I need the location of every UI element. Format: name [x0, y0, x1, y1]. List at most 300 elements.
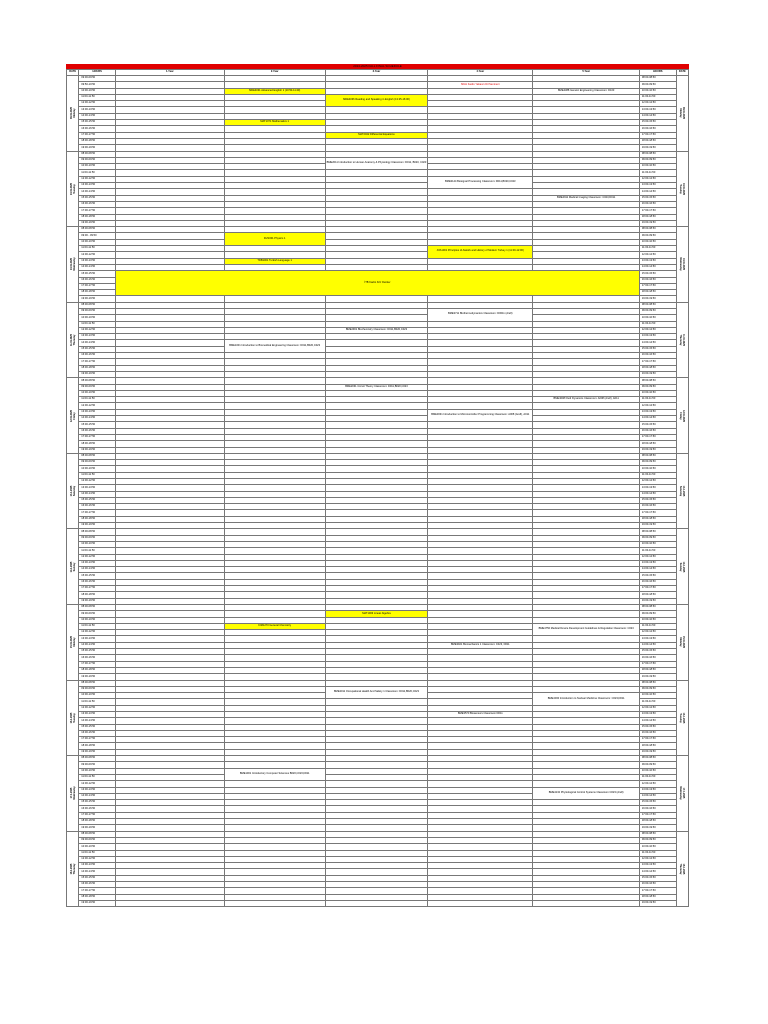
day-weekday: Monday [679, 108, 683, 118]
day-date-value: 11.01.2025 [69, 334, 73, 346]
hour-cell: 11:00-11:50 [79, 850, 116, 856]
hour-cell: 10:00-10:50 [79, 88, 116, 94]
hour-cell-right: 16:00-16:50 [639, 277, 676, 283]
exam-cell: BME1001 Introduction to Biomedical Engineering Classroom: D011,B020,C023 [224, 340, 325, 353]
hour-cell: 10:00-10:50 [79, 315, 116, 321]
hour-cell: 17:00-17:50 [79, 283, 116, 289]
header-year-2: 2.Year [224, 70, 325, 76]
header-hours-right: HOURS [639, 70, 676, 76]
hour-cell: 13:00-13:50 [79, 334, 116, 340]
hour-cell-right: 15:00-15:50 [639, 120, 676, 126]
empty-cell [428, 900, 533, 906]
hour-cell: 08:00-08:50 [79, 831, 116, 837]
day-date-value: 10.01.2025 [682, 182, 686, 195]
hour-cell: 10:00-10:50 [79, 844, 116, 850]
hour-cell-right: 14:00-14:50 [639, 567, 676, 573]
hour-cell-right: 08:00-08:50 [639, 756, 676, 762]
hour-cell: 19:00-19:50 [79, 371, 116, 377]
hour-cell: 19:00-19:50 [79, 825, 116, 831]
hour-cell: 12:00-12:50 [79, 781, 116, 787]
hour-cell-right: 18:00-18:50 [639, 516, 676, 522]
hour-cell: 15:00-15:50 [79, 195, 116, 201]
hour-cell: 19:00-19:50 [79, 145, 116, 151]
hour-cell-right: 12:00-12:50 [639, 630, 676, 636]
day-date-value: 09.01.2025 [682, 107, 686, 120]
hour-cell-right: 14:00-14:50 [639, 113, 676, 119]
day-date-value: 10.01.2025 [69, 258, 73, 271]
hour-cell: 16:00-16:50 [79, 353, 116, 359]
hour-cell: 15:00-15:50 [79, 120, 116, 126]
hour-cell-right: 11:00-11:50 [639, 623, 676, 629]
hour-cell: 08:00-08:50 [79, 756, 116, 762]
day-date-right [676, 227, 688, 303]
hour-cell: 13:00-13:50 [79, 636, 116, 642]
hour-cell-right: 15:00-15:50 [639, 875, 676, 881]
hour-cell-right: 15:00-15:50 [639, 346, 676, 352]
hour-cell-right: 08:00-08:50 [639, 831, 676, 837]
hour-cell: 12:00-12:50 [79, 479, 116, 485]
hour-cell-right: 12:00-12:50 [639, 705, 676, 711]
exam-cell: BME4750 Medical Device Development Guidelines & Regulation Classroom: C023 [533, 623, 639, 636]
hour-cell-right: 08:00-08:50 [639, 151, 676, 157]
day-weekday: Thursday [72, 334, 76, 346]
hour-cell: 13:00-13:50 [79, 485, 116, 491]
hour-cell-right: 18:00-18:50 [639, 214, 676, 220]
hour-cell-right: 17:00-17:50 [639, 208, 676, 214]
hour-cell-right: 12:00-12:50 [639, 781, 676, 787]
hour-cell-right: 18:00-18:50 [639, 290, 676, 296]
day-date-value: 12.01.2025 [682, 409, 686, 422]
hour-cell-right: 15:00-15:50 [639, 800, 676, 806]
hour-cell: 18:00-18:50 [79, 290, 116, 296]
hour-cell-right: 10:00-10:50 [639, 466, 676, 472]
hour-cell: 17:00-17:50 [79, 737, 116, 743]
hour-cell-right: 14:00-14:50 [639, 642, 676, 648]
hour-cell: 18:00-18:50 [79, 214, 116, 220]
exam-cell: BME4388 Genetic Engineering Classroom: D103 [533, 88, 639, 94]
day-date-value: 10.01.2025 [682, 258, 686, 271]
exam-cell: FIZ1001 Physics 1 [224, 233, 325, 246]
hour-cell-right: 17:00-17:50 [639, 359, 676, 365]
empty-cell [533, 900, 639, 906]
hour-cell: 14:00-14:50 [79, 642, 116, 648]
hour-cell: 09:00-09:50 [79, 76, 116, 82]
hour-cell-right: 16:00-16:50 [639, 504, 676, 510]
day-date-value: 15.01.2025 [682, 636, 686, 649]
hour-cell-right: 08:00-08:50 [639, 680, 676, 686]
hour-cell: 17:00-17:50 [79, 510, 116, 516]
hour-cell-right: 17:00-17:50 [639, 737, 676, 743]
hour-cell: 17:00-17:50 [79, 359, 116, 365]
hour-cell-right: 18:00-18:50 [639, 667, 676, 673]
hour-cell-right: 11:00-11:50 [639, 548, 676, 554]
hour-cell-right: 17:00-17:50 [639, 132, 676, 138]
hour-cell: 08:00-08:50 [79, 680, 116, 686]
hour-cell: 14:00-14:50 [79, 491, 116, 497]
day-date-left [67, 151, 79, 227]
hour-cell: 08:00-08:50 [79, 604, 116, 610]
hour-cell-right: 18:00-18:50 [639, 894, 676, 900]
exam-cell: BME3031 Introduction to Microcontroller Programming Classroom: A008 (Arefl), A011 [428, 409, 533, 422]
day-date-value: 18.1.2025 [69, 863, 73, 875]
hour-cell: 17:00-17:50 [79, 661, 116, 667]
hour-cell-right: 16:00-16:50 [639, 655, 676, 661]
hour-cell-right: 18:00-18:50 [639, 819, 676, 825]
hour-cell: 15:00-15:50 [79, 497, 116, 503]
empty-cell [224, 900, 325, 906]
hour-cell: 15:00-15:50 [79, 271, 116, 277]
hour-cell: 17:00-17:50 [79, 888, 116, 894]
hour-cell: 19:00-19:50 [79, 674, 116, 680]
day-weekday: Monday [72, 108, 76, 118]
exam-cell: TDB1001 Turkish Language 1 [224, 258, 325, 264]
header-year-1: 1.Year [116, 70, 224, 76]
hour-cell-right: 19:00-19:50 [639, 523, 676, 529]
hour-cell-right: 12:00-12:50 [639, 856, 676, 862]
hour-cell-right: 18:00-18:50 [639, 441, 676, 447]
exam-cell: MAT1003 Linear Algebra [325, 611, 427, 617]
header-hours: HOURS [79, 70, 116, 76]
day-weekday: Thursday [72, 863, 76, 875]
hour-cell: 14:00-14:50 [79, 567, 116, 573]
hour-cell: 10:00-10:50 [79, 164, 116, 170]
hour-cell: 12:00-12:50 [79, 705, 116, 711]
hour-cell: 15:00-15:50 [79, 724, 116, 730]
hour-cell-right: 09:00-09:50 [639, 82, 676, 88]
exam-cell: MDE4031 Advanced English 1 (10:50-11:40) [224, 88, 325, 94]
hour-cell-right: 10:00-10:50 [639, 88, 676, 94]
hour-cell: 11:00-11:50 [79, 623, 116, 629]
hour-cell: 16:00-16:50 [79, 428, 116, 434]
hour-cell-right: 08:00-08:50 [639, 604, 676, 610]
hour-cell-right: 15:00-15:50 [639, 422, 676, 428]
hour-cell-right: 19:00-19:50 [639, 447, 676, 453]
exam-cell: BME3570 Biosensors Classroom:D011 [428, 711, 533, 717]
day-date-value: 11.01.2025 [682, 334, 686, 346]
hour-cell: 08:00-08:50 [79, 529, 116, 535]
hour-cell-right: 18:00-18:50 [639, 592, 676, 598]
empty-cell [116, 900, 224, 906]
hour-cell: 17:00-17:50 [79, 586, 116, 592]
hour-cell-right: 08:00-08:50 [639, 378, 676, 384]
hour-cell-right: 09:00-09:50 [639, 611, 676, 617]
hour-cell-right: 17:00-17:50 [639, 888, 676, 894]
day-weekday: Wednesday [679, 257, 683, 272]
schedule-title: 2024-2025 FALL FINAL SCHEDULE [66, 64, 689, 69]
header-year-3: 3.Year [325, 70, 427, 76]
day-weekday: Wednesday [72, 786, 76, 800]
hour-cell: 18:00-18:50 [79, 365, 116, 371]
hour-cell-right: 09:00-09:50 [639, 686, 676, 692]
hour-cell-right: 11:00-11:50 [639, 246, 676, 252]
hour-cell: 16:00-16:50 [79, 730, 116, 736]
day-weekday: Tuesday [679, 184, 683, 194]
day-weekday: Tuesday [72, 713, 76, 723]
hour-cell-right: 08:00-08:50 [639, 76, 676, 82]
exam-cell: KIM1270 General Chemistry [224, 623, 325, 629]
hour-cell: 16:00-16:50 [79, 504, 116, 510]
hour-cell: 11:00-11:50 [79, 472, 116, 478]
hour-cell: 11:00-11:50 [79, 94, 116, 100]
hour-cell-right: 13:00-13:50 [639, 409, 676, 415]
hour-cell-right: 12:00-12:50 [639, 479, 676, 485]
hour-cell: 11:00-11:50 [79, 246, 116, 252]
hour-cell-right: 14:00-14:50 [639, 869, 676, 875]
hour-cell-right: 13:00-13:50 [639, 334, 676, 340]
day-weekday: Sunday [72, 562, 76, 571]
hour-cell: 08:00-08:50 [79, 453, 116, 459]
exam-cell: MUH Kadro Yabancı Dil Semineri [428, 82, 533, 88]
hour-cell-right: 08:00-08:50 [639, 302, 676, 308]
day-date-left [67, 604, 79, 680]
hour-cell-right: 09:00-09:50 [639, 233, 676, 239]
hour-cell-right: 10:00-10:50 [639, 768, 676, 774]
header-year-4: 4.Year [428, 70, 533, 76]
day-weekday: Wednesday [72, 257, 76, 272]
day-date-value: 12.01.2025 [69, 409, 73, 422]
hour-cell: 08:00-08:50 [79, 302, 116, 308]
exam-cell: BME4132 Physiological Control Systems Classroom:C023 (Arefl) [533, 787, 639, 800]
exam-cell: BME3921 Biomechanics 1 Classroom: C023, D011 [428, 642, 533, 648]
schedule-body [67, 76, 689, 907]
hour-cell: 15:00-15:50 [79, 875, 116, 881]
hour-cell-right: 13:00-13:50 [639, 636, 676, 642]
day-date-value: 18.1.2025 [682, 863, 686, 875]
day-weekday: Tuesday [72, 184, 76, 194]
hour-cell: 17:00-17:50 [79, 812, 116, 818]
day-date-value: 10.01.2025 [69, 182, 73, 195]
hour-cell: 14:00-14:50 [79, 416, 116, 422]
hour-cell-right: 18:00-18:50 [639, 138, 676, 144]
hour-cell: 11:00-11:50 [79, 699, 116, 705]
hour-cell: 10:00-10:50 [79, 466, 116, 472]
hour-cell: 10:00-10:50 [79, 239, 116, 245]
day-weekday: Saturday [72, 485, 76, 497]
hour-cell-right: 14:00-14:50 [639, 189, 676, 195]
hour-cell: 09:00 - 09:50 [79, 233, 116, 239]
hour-cell: 09:00-09:50 [79, 460, 116, 466]
exam-cell: BME3711 Biothermodynamics Classroom: D0011 (Arefl) [428, 308, 533, 321]
day-date-left [67, 302, 79, 378]
header-year-5: 5.Year [533, 70, 639, 76]
hour-cell: 09:00-09:50 [79, 686, 116, 692]
hour-cell-right: 09:00-09:50 [639, 384, 676, 390]
hour-cell-right: 10:00-10:50 [639, 693, 676, 699]
hour-cell-right: 16:00-16:50 [639, 126, 676, 132]
hour-cell-right: 16:00-16:50 [639, 579, 676, 585]
day-date-right [676, 151, 688, 227]
hour-cell: 14:00-14:50 [79, 189, 116, 195]
hour-cell-right: 13:00-13:50 [639, 107, 676, 113]
hour-cell: 12:00-12:50 [79, 101, 116, 107]
hour-cell: 18:00-18:50 [79, 667, 116, 673]
hour-cell: 13:00-13:50 [79, 258, 116, 264]
hour-cell: 18:00-18:50 [79, 516, 116, 522]
hour-cell-right: 09:00-09:50 [639, 762, 676, 768]
hour-cell-right: 10:00-10:50 [639, 164, 676, 170]
hour-cell-right: 15:00-15:50 [639, 724, 676, 730]
exam-cell: BME2011 Occupational Health And Safety 1 Classroom: D011,B020,C023 [325, 686, 427, 699]
hour-cell-right: 10:00-10:50 [639, 390, 676, 396]
hour-cell: 19:00-19:50 [79, 900, 116, 906]
hour-cell: 16:00-16:50 [79, 277, 116, 283]
hour-cell-right: 19:00-19:50 [639, 296, 676, 302]
hour-cell: 19:00-19:50 [79, 296, 116, 302]
hour-cell-right: 14:00-14:50 [639, 718, 676, 724]
hour-cell-right: 09:00-09:50 [639, 308, 676, 314]
hour-cell: 13:00-13:50 [79, 409, 116, 415]
day-date-right [676, 76, 688, 152]
day-date-left [67, 831, 79, 907]
hour-cell: 18:00-18:50 [79, 138, 116, 144]
hour-cell: 09:00-09:50 [79, 157, 116, 163]
day-date-value: 14.1.2025 [682, 561, 686, 572]
hour-cell-right: 09:00-09:50 [639, 535, 676, 541]
hour-cell: 15:00-15:50 [79, 422, 116, 428]
day-date-value: 13.1.2025 [682, 485, 686, 497]
hour-cell-right: 15:00-15:50 [639, 573, 676, 579]
exam-cell: BME2031 Circuit Theory Classroom: D011,B020,C023 [325, 384, 427, 390]
hour-cell: 19:00-19:50 [79, 598, 116, 604]
hour-cell-right: 12:00-12:50 [639, 252, 676, 258]
hour-cell-right: 19:00-19:50 [639, 371, 676, 377]
hour-cell-right: 16:00-16:50 [639, 428, 676, 434]
hour-cell: 17:00-17:50 [79, 132, 116, 138]
day-date-value: 17.1.2025 [69, 788, 73, 799]
day-date-right [676, 529, 688, 605]
hour-cell-right: 12:00-12:50 [639, 554, 676, 560]
hour-cell: 14:00-14:50 [79, 718, 116, 724]
hour-cell-right: 11:00-11:50 [639, 170, 676, 176]
hour-cell: 19:00-19:50 [79, 523, 116, 529]
exam-cell: BME1001 Introductory Computer Sciences B020,C023,D011 [224, 768, 325, 781]
hour-cell: 16:00-16:50 [79, 655, 116, 661]
exam-cell: BME3144 Biosignal Processing Classroom: D011,B020,C023 [428, 176, 533, 189]
hour-cell-right: 16:00-16:50 [639, 353, 676, 359]
hour-cell-right: 10:00-10:50 [639, 541, 676, 547]
hour-cell: 09:00-09:50 [79, 611, 116, 617]
day-date-value: 14.1.2025 [69, 561, 73, 572]
hour-cell: 12:00-12:50 [79, 630, 116, 636]
day-weekday: Sunday [679, 562, 683, 571]
hour-cell-right: 15:00-15:50 [639, 271, 676, 277]
hour-cell-right: 19:00-19:50 [639, 674, 676, 680]
hour-cell: 19:00-19:50 [79, 749, 116, 755]
hour-cell-right: 11:00-11:50 [639, 850, 676, 856]
hour-cell-right: 16:00-16:50 [639, 882, 676, 888]
hour-cell-right: 19:00-19:50 [639, 749, 676, 755]
day-weekday: Thursday [679, 334, 683, 346]
hour-cell-right: 17:00-17:50 [639, 283, 676, 289]
hour-cell: 18:00-18:50 [79, 441, 116, 447]
day-weekday: Monday [679, 637, 683, 647]
day-date-right [676, 604, 688, 680]
hour-cell-right: 14:00-14:50 [639, 264, 676, 270]
day-date-right [676, 302, 688, 378]
day-weekday: Friday [72, 411, 76, 420]
hour-cell-right: 17:00-17:50 [639, 510, 676, 516]
exam-cell: MAT1071 Mathematics 1 [224, 120, 325, 126]
hour-cell: 15:00-15:50 [79, 573, 116, 579]
hour-cell-right: 17:00-17:50 [639, 586, 676, 592]
day-weekday: Monday [72, 637, 76, 647]
hour-cell: 09:50-10:50 [79, 82, 116, 88]
hour-cell: 18:00-18:50 [79, 743, 116, 749]
hour-cell: 13:00-13:50 [79, 183, 116, 189]
hour-cell-right: 16:00-16:50 [639, 806, 676, 812]
hour-cell-right: 11:00-11:50 [639, 774, 676, 780]
exam-cell: ATA1001 Principles of Atatürk and History of Modern Turkey 1 (11:00-12:00) [428, 246, 533, 259]
hour-cell-right: 11:00-11:50 [639, 699, 676, 705]
hour-cell-right: 13:00-13:50 [639, 485, 676, 491]
hour-cell-right: 19:00-19:50 [639, 220, 676, 226]
hour-cell: 12:00-12:50 [79, 554, 116, 560]
hour-cell: 14:00-14:50 [79, 869, 116, 875]
hour-cell-right: 13:00-13:50 [639, 711, 676, 717]
hour-cell: 10:00-10:50 [79, 390, 116, 396]
day-weekday: Tuesday [679, 713, 683, 723]
hour-cell: 09:00-09:50 [79, 762, 116, 768]
hour-cell-right: 08:00-08:50 [639, 529, 676, 535]
day-date-value: 16.1.2025 [69, 712, 73, 724]
hour-cell-right: 13:00-13:50 [639, 258, 676, 264]
time-row [67, 900, 689, 906]
hour-cell: 12:00-12:50 [79, 176, 116, 182]
hour-cell: 13:00-13:50 [79, 560, 116, 566]
day-date-left [67, 378, 79, 454]
hour-cell: 13:00-13:50 [79, 711, 116, 717]
day-date-value: 16.1.2025 [682, 712, 686, 724]
day-date-value: 17.1.2025 [682, 788, 686, 799]
hour-cell: 09:00-09:50 [79, 837, 116, 843]
day-date-right [676, 378, 688, 454]
hour-cell: 08:00-08:50 [79, 151, 116, 157]
exam-cell: BME2011 Introduction to Human Anatomy & Physiology Classroom: D011, B020, C023 [325, 157, 427, 170]
hour-cell-right: 11:00-11:50 [639, 397, 676, 403]
hour-cell: 17:00-17:50 [79, 434, 116, 440]
hour-cell: 09:00-09:50 [79, 384, 116, 390]
hour-cell: 10:00-10:50 [79, 541, 116, 547]
hour-cell-right: 19:00-19:50 [639, 145, 676, 151]
hour-cell: 11:00-11:50 [79, 774, 116, 780]
hour-cell: 16:00-16:50 [79, 882, 116, 888]
hour-cell-right: 09:00-09:50 [639, 157, 676, 163]
hour-cell: 08:00-08:50 [79, 227, 116, 233]
hour-cell-right: 17:00-17:50 [639, 812, 676, 818]
hour-cell-right: 10:00-10:50 [639, 844, 676, 850]
hour-cell-right: 08:00-08:50 [639, 453, 676, 459]
hour-cell-right: 14:00-14:50 [639, 416, 676, 422]
hour-cell-right: 19:00-19:50 [639, 825, 676, 831]
time-row [67, 271, 689, 277]
exam-cell: BME4030 Introduction to Nuclear Medicine Classroom: C023,D011 [533, 693, 639, 706]
hour-cell-right: 13:00-13:50 [639, 863, 676, 869]
hour-cell: 09:00-09:50 [79, 308, 116, 314]
exam-cell: İTB Kadro Kriz Dersler [116, 271, 640, 296]
hour-cell: 14:00-14:50 [79, 264, 116, 270]
hour-cell-right: 13:00-13:50 [639, 787, 676, 793]
hour-cell: 11:00-11:50 [79, 397, 116, 403]
day-date-left [67, 76, 79, 152]
exam-cell: BME4008 Fluid Dynamics Classroom: A008 (Arefl), A011 [533, 397, 639, 403]
day-weekday: Wednesday [679, 786, 683, 800]
hour-cell: 12:00-12:50 [79, 856, 116, 862]
hour-cell-right: 13:00-13:50 [639, 560, 676, 566]
hour-cell-right: 17:00-17:50 [639, 434, 676, 440]
exam-cell: MDE4036 Reading and Speaking in English (13:25-16:00) [325, 94, 427, 107]
hour-cell: 14:00-14:50 [79, 340, 116, 346]
day-date-right [676, 831, 688, 907]
